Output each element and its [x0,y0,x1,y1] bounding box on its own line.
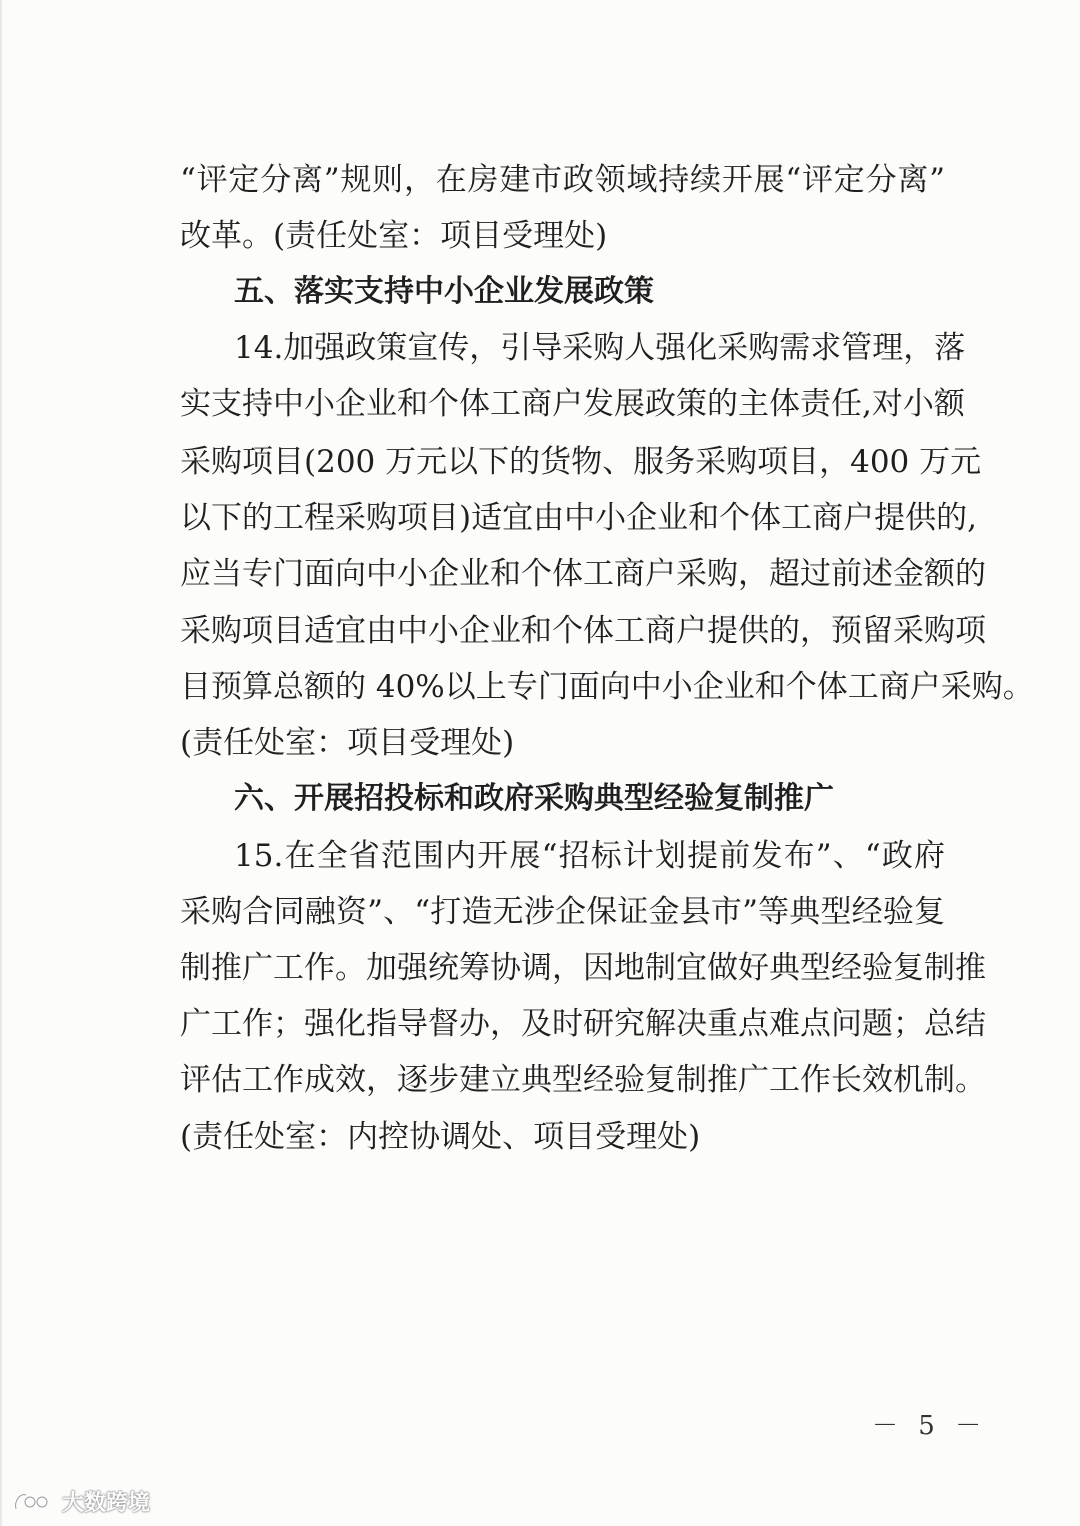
paragraph-line: 改革。(责任处室：项目受理处) [180,218,608,254]
paragraph-line: 评估工作成效，逐步建立典型经验复制推广工作长效机制。 [180,1062,986,1098]
paragraph-line: 采购合同融资”、“打造无涉企保证金县市”等典型经验复 [180,894,945,930]
watermark-text: 大数跨境 [62,1491,151,1516]
paragraph-line: 以下的工程采购项目)适宜由中小企业和个体工商户提供的, [180,500,977,536]
paragraph-line: 采购项目适宜由中小企业和个体工商户提供的，预留采购项 [180,613,986,649]
paragraph-line: “评定分离”规则，在房建市政领域持续开展“评定分离” [180,162,945,198]
paragraph-line: (责任处室：项目受理处) [180,725,515,761]
paragraph-line: 采购项目(200 万元以下的货物、服务采购项目，400 万元 [180,444,982,480]
paragraph-line: 应当专门面向中小企业和个体工商户采购，超过前述金额的 [180,556,986,592]
section-heading: 六、开展招投标和政府采购典型经验复制推广 [234,781,834,816]
brand-logo-icon [12,1489,56,1515]
page-edge [0,0,2,1526]
paragraph-line: 14.加强政策宣传，引导采购人强化采购需求管理，落 [234,330,966,366]
paragraph-line: (责任处室：内控协调处、项目受理处) [180,1119,701,1155]
paragraph-line: 实支持中小企业和个体工商户发展政策的主体责任,对小额 [180,386,965,422]
watermark [12,1486,150,1517]
page-number: － 5 － [872,1411,988,1441]
paragraph-line: 制推广工作。加强统筹协调，因地制宜做好典型经验复制推 [180,950,986,986]
section-heading: 五、落实支持中小企业发展政策 [234,274,654,309]
paragraph-line: 目预算总额的 40%以上专门面向中小企业和个体工商户采购。 [180,669,1034,705]
paragraph-line: 广工作；强化指导督办，及时研究解决重点难点问题；总结 [180,1006,986,1042]
paragraph-line: 15.在全省范围内开展“招标计划提前发布”、“政府 [234,838,945,874]
